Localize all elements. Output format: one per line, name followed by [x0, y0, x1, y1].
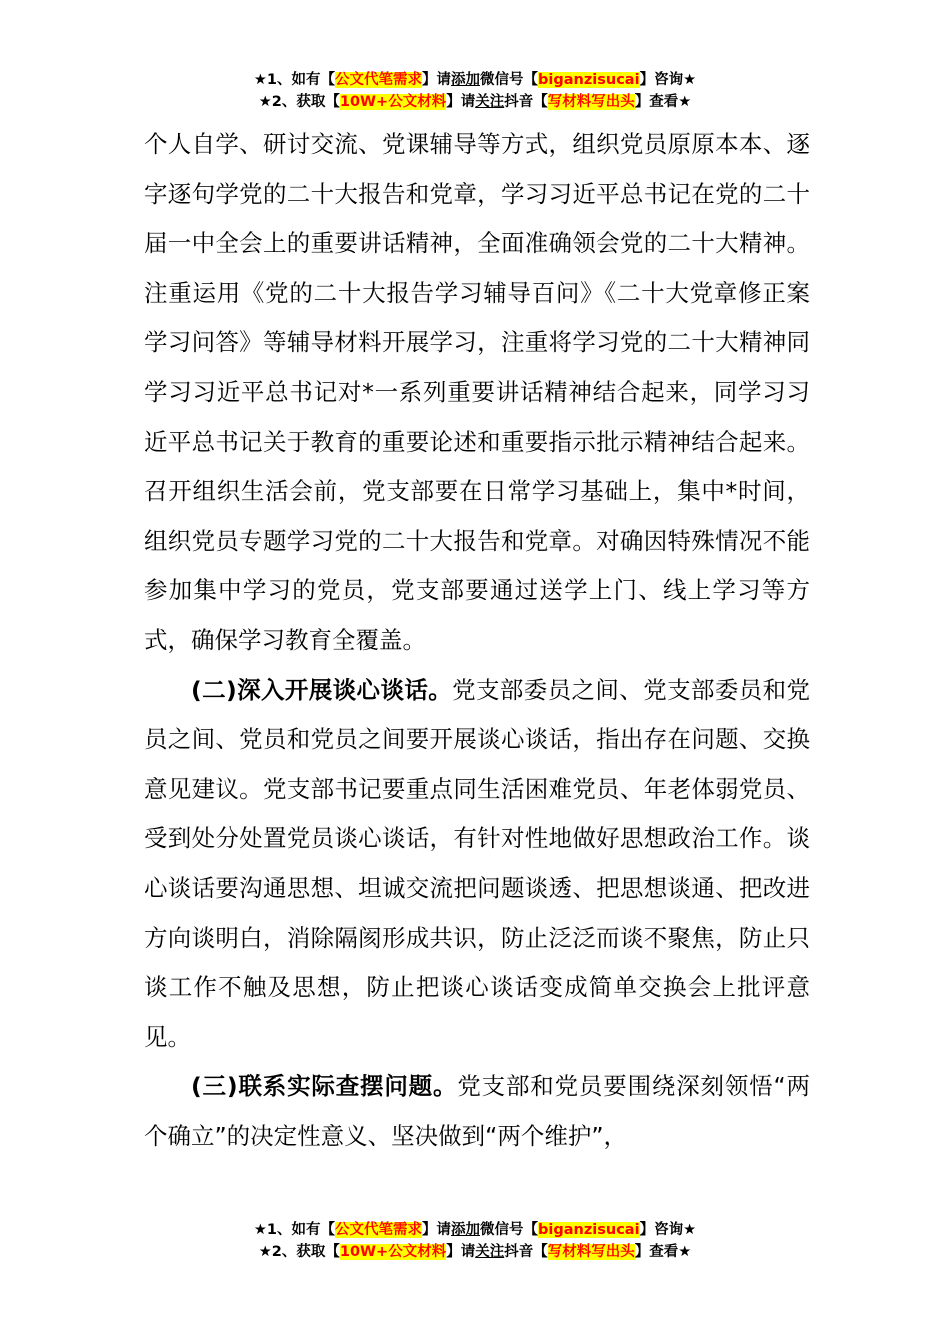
banner-underlined: 关注	[475, 1244, 505, 1260]
banner-text: 】请	[422, 72, 452, 88]
banner-text: 抖音【	[504, 1244, 548, 1260]
banner-text: 】查看★	[634, 94, 692, 110]
banner-text: 微信号【	[480, 1222, 539, 1238]
banner-line-1	[0, 1219, 950, 1241]
paragraph-find-problems	[144, 1062, 810, 1161]
banner-line-2	[0, 91, 950, 113]
document-body	[144, 120, 810, 1161]
banner-text: 】咨询★	[639, 72, 697, 88]
highlight-materials: 10W+公文材料	[339, 1244, 447, 1260]
paragraph-heart-talks	[144, 666, 810, 1063]
section-heading: (三)联系实际查摆问题。	[191, 1072, 458, 1101]
highlight-wechat-id: biganzisucai	[538, 1222, 640, 1238]
banner-line-2	[0, 1241, 950, 1263]
banner-text: 】请	[446, 1244, 476, 1260]
highlight-service: 公文代笔需求	[335, 1222, 423, 1238]
header-banner	[0, 69, 950, 113]
highlight-service: 公文代笔需求	[335, 72, 423, 88]
banner-text: 抖音【	[504, 94, 548, 110]
banner-text: ★1、如有【	[253, 72, 336, 88]
highlight-douyin-account: 写材料写出头	[547, 94, 635, 110]
highlight-wechat-id: biganzisucai	[538, 72, 640, 88]
paragraph-text: 党支部和党员要围绕深刻领悟“两个确立”的决定性意义、坚决做到“两个维护”，	[144, 1072, 810, 1150]
banner-underlined: 添加	[451, 1222, 481, 1238]
banner-text: 微信号【	[480, 72, 539, 88]
banner-underlined: 添加	[451, 72, 481, 88]
banner-text: 】请	[422, 1222, 452, 1238]
highlight-materials: 10W+公文材料	[339, 94, 447, 110]
footer-banner	[0, 1219, 950, 1263]
banner-text: ★1、如有【	[253, 1222, 336, 1238]
banner-text: 】咨询★	[639, 1222, 697, 1238]
section-heading: (二)深入开展谈心谈话。	[191, 675, 453, 704]
banner-text: ★2、获取【	[258, 94, 340, 110]
paragraph-study: 个人自学、研讨交流、党课辅导等方式，组织党员原原本本、逐字逐句学党的二十大报告和党章，学习习近平总书记在党的二十届一中全会上的重要讲话精神，全面准确领会党的二十大精神。注重运用《党的二十大报告学习辅导百问》《二十大党章修正案学习问答》等辅导材料开展学习，注重将学习党的二十大精神同学习习近平总书记对*一系列重要讲话精神结合起来，同学习习近平总书记关于教育的重要论述和重要指示批示精神结合起来。召开组织生活会前，党支部要在日常学习基础上，集中*时间，组织党员专题学习党的二十大报告和党章。对确因特殊情况不能参加集中学习的党员，党支部要通过送学上门、线上学习等方式，确保学习教育全覆盖。	[144, 130, 810, 654]
banner-text: ★2、获取【	[258, 1244, 340, 1260]
highlight-douyin-account: 写材料写出头	[547, 1244, 635, 1260]
banner-text: 】请	[446, 94, 476, 110]
banner-underlined: 关注	[475, 94, 505, 110]
banner-text: 】查看★	[634, 1244, 692, 1260]
banner-line-1	[0, 69, 950, 91]
paragraph-text: 党支部委员之间、党支部委员和党员之间、党员和党员之间要开展谈心谈话，指出存在问题、交换意见建议。党支部书记要重点同生活困难党员、年老体弱党员、受到处分处置党员谈心谈话，有针对性地做好思想政治工作。谈心谈话要沟通思想、坦诚交流把问题谈透、把思想谈通、把改进方向谈明白，消除隔阂形成共识，防止泛泛而谈不聚焦，防止只谈工作不触及思想，防止把谈心谈话变成简单交换会上批评意见。	[144, 675, 811, 1051]
